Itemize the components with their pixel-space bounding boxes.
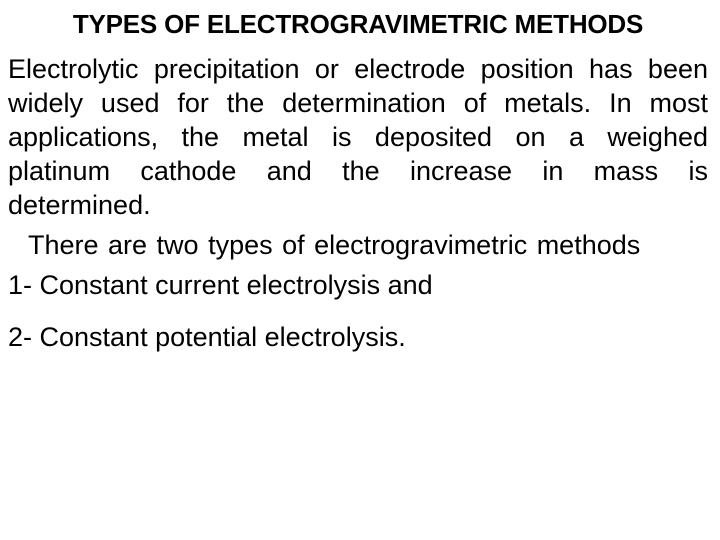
intro-paragraph: Electrolytic precipitation or electrode position has been widely used for the determination of metals. In most applications, the metal is deposited on a weighed platinum cathode and the increase in mass is determined.	[8, 54, 708, 220]
slide-title: TYPES OF ELECTROGRAVIMETRIC METHODS	[72, 9, 644, 39]
types-paragraph: There are two types of electrogravimetric methods	[28, 230, 641, 260]
methods-list	[8, 268, 708, 354]
list-item: 1- Constant current electrolysis and	[8, 270, 433, 300]
list-item: 2- Constant potential electrolysis.	[8, 322, 406, 352]
